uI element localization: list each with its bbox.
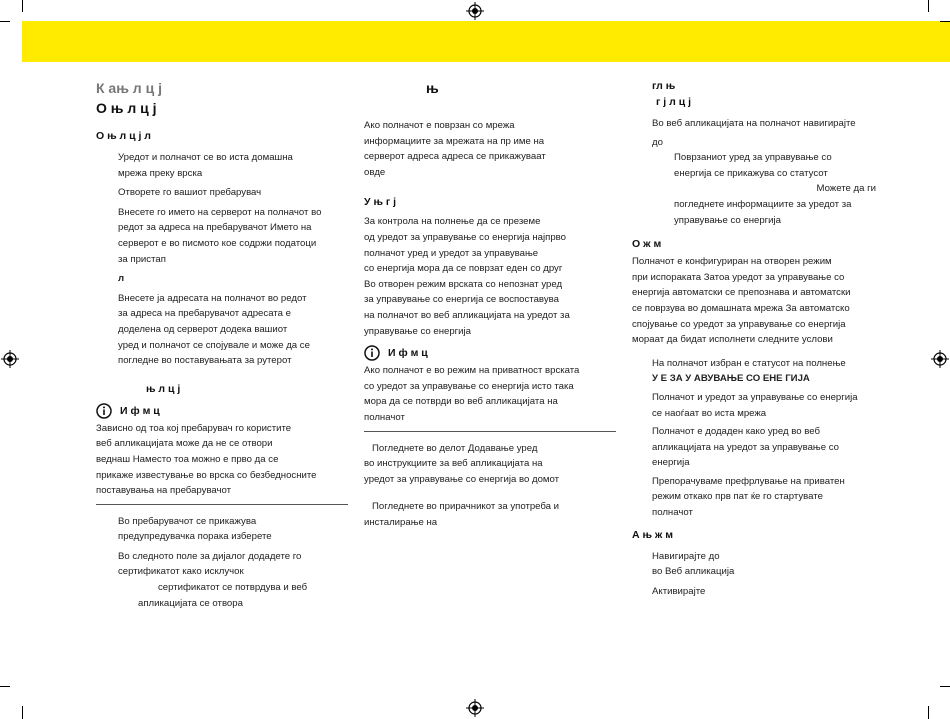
paragraph: енергија автоматски се препознава и автоматски [632, 287, 851, 299]
section-title-grey: К ањ л ц ј [96, 80, 162, 96]
info-text: полначот [364, 411, 405, 423]
list-item: Навигирајте до [652, 550, 720, 562]
paragraph: управување со енергија [364, 325, 472, 337]
paragraph: со енергија мора да се поврзат еден со друг [364, 263, 563, 275]
list-item: предупредувачка порака изберете [118, 531, 272, 543]
info-icon [364, 345, 380, 361]
info-icon [96, 403, 112, 419]
list-item: режим откако прв пат ќе го стартувате [652, 491, 823, 503]
list-item: серверот е во писмото кое содржи податоци [118, 237, 317, 249]
list-item: У Е ЗА У АВУВАЊЕ СО ЕНЕ ГИЈА [652, 373, 810, 385]
list-item: Активирајте [652, 585, 706, 597]
crop-mark [0, 21, 10, 22]
list-item: се наоѓаат во иста мрежа [652, 407, 767, 419]
paragraph: Во отворен режим врската со непознат уред [364, 278, 563, 290]
list-item: Можете да ги [816, 183, 876, 195]
crop-mark [928, 0, 929, 12]
list-item: енергија [652, 457, 690, 469]
paragraph: уредот за управување со енергија во домот [364, 473, 560, 485]
info-title: И ф м ц [120, 404, 160, 417]
list-item: Отворете го вашиот пребарувач [118, 187, 262, 199]
info-text: поставувања на пребарувачот [96, 485, 232, 497]
info-text: веб апликацијата може да не се отвори [96, 438, 273, 450]
divider [364, 431, 616, 432]
list-item: Полначот е додаден како уред во веб [652, 426, 820, 438]
list-item: апликацијата на уредот за управување со [652, 441, 839, 453]
paragraph: инсталирање на [364, 516, 438, 528]
crop-mark [22, 706, 23, 719]
header-band [22, 21, 950, 62]
subheading: У њ г ј [364, 196, 397, 209]
list-item: управување со енергија [674, 214, 782, 226]
list-item: Во пребарувачот се прикажува [118, 515, 257, 527]
registration-mark-icon [466, 2, 484, 20]
section-title: О њ л ц ј [96, 100, 157, 116]
paragraph: се поврзува во домашната мрежа За автоматско [632, 302, 850, 314]
list-item: редот за адреса на пребарувачот Името на [118, 222, 312, 234]
info-text: Ако полначот е во режим на приватност врската [364, 365, 580, 377]
list-item: сертификатот се потврдува и веб [158, 582, 308, 594]
list-item: Уредот и полначот се во иста домашна [118, 152, 293, 163]
info-note-header [96, 403, 348, 419]
paragraph: Полначот е конфигуриран на отворен режим [632, 256, 832, 268]
registration-mark-icon [1, 350, 19, 368]
paragraph: Погледнете во прирачникот за употреба и [372, 501, 560, 513]
paragraph: во инструкциите за веб апликацијата на [364, 458, 543, 470]
paragraph: За контрола на полнење да се преземе [364, 216, 541, 228]
info-text: веднаш Наместо тоа можно е прво да се [96, 453, 279, 465]
paragraph: полначот уред и уредот за управување [364, 247, 539, 259]
list-item: Полначот и уредот за управување со енергија [652, 391, 858, 403]
list-item: за адреса на пребарувачот адресата е [118, 308, 291, 320]
paragraph: за управување со енергија се воспоставува [364, 294, 559, 306]
list-item: за пристап [118, 253, 166, 265]
paragraph: мораат да бидат исполнети следните услови [632, 334, 833, 346]
registration-mark-icon [466, 699, 484, 717]
paragraph: спојување со уредот за управување со енергија [632, 318, 846, 330]
paragraph: на полначот во веб апликацијата на уредот за [364, 309, 570, 321]
registration-mark-icon [931, 350, 949, 368]
subheading: г ј л ц ј [656, 96, 692, 108]
section-title: њ [426, 80, 439, 96]
list-item: л [118, 273, 125, 285]
column-right [632, 78, 884, 599]
list-item: Внесете го името на серверот на полначот во [118, 206, 322, 218]
paragraph: од уредот за управување со енергија најпрво [364, 231, 567, 243]
crop-mark [0, 686, 10, 687]
list-item: енергија се прикажува со статусот [674, 167, 828, 179]
info-title: И ф м ц [388, 347, 428, 360]
list-item: Во веб апликацијата на полначот навигирајте [652, 118, 856, 129]
list-item: до [652, 136, 663, 148]
paragraph: серверот адреса адреса се прикажуваат [364, 151, 546, 163]
list-item: полначот [652, 507, 693, 519]
divider [96, 504, 348, 505]
crop-mark [928, 706, 929, 719]
paragraph: Погледнете во делот Додавање уред [372, 442, 538, 454]
crop-mark [940, 21, 950, 22]
paragraph: информациите за мрежата на пр име на [364, 135, 545, 147]
paragraph: овде [364, 166, 386, 178]
list-item: апликацијата се отвора [138, 597, 243, 609]
crop-mark [22, 0, 23, 12]
subheading: њ л ц ј [146, 382, 181, 395]
list-item: Во следното поле за дијалог додадете го [118, 550, 302, 562]
subheading: гл њ [652, 80, 676, 92]
list-item: Препорачуваме префрлување на приватен [652, 475, 845, 487]
list-item: погледне во поставувањата за рутерот [118, 355, 292, 367]
list-item: доделена од серверот додека вашиот [118, 323, 288, 335]
info-text: мора да се потврди во веб апликацијата на [364, 396, 558, 408]
subheading: А њ ж м [632, 528, 674, 541]
info-text: Зависно од тоа кој пребарувач го користите [96, 422, 292, 434]
info-text: прикаже известување во врска со безбедносните [96, 469, 317, 481]
info-text: со уредот за управување со енергија исто така [364, 380, 574, 392]
list-item: На полначот избран е статусот на полнење [652, 357, 846, 369]
list-item: Поврзаниот уред за управување со [674, 152, 832, 164]
subheading: О њ л ц ј л [96, 130, 151, 142]
list-item: мрежа преку врска [118, 167, 203, 179]
paragraph: при испораката Затоа уредот за управување со [632, 271, 845, 283]
column-middle [364, 78, 616, 530]
paragraph: Ако полначот е поврзан со мрежа [364, 120, 515, 131]
list-item: Внесете ја адресата на полначот во редот [118, 292, 307, 304]
list-item: уред и полначот се спојувале и може да се [118, 339, 310, 351]
column-left [96, 78, 348, 611]
crop-mark [940, 686, 950, 687]
subheading: О ж м [632, 238, 662, 251]
list-item: погледнете информациите за уредот за [674, 198, 852, 210]
list-item: во Веб апликација [652, 566, 735, 578]
info-note-header [364, 345, 616, 361]
list-item: сертификатот како исклучок [118, 566, 244, 578]
